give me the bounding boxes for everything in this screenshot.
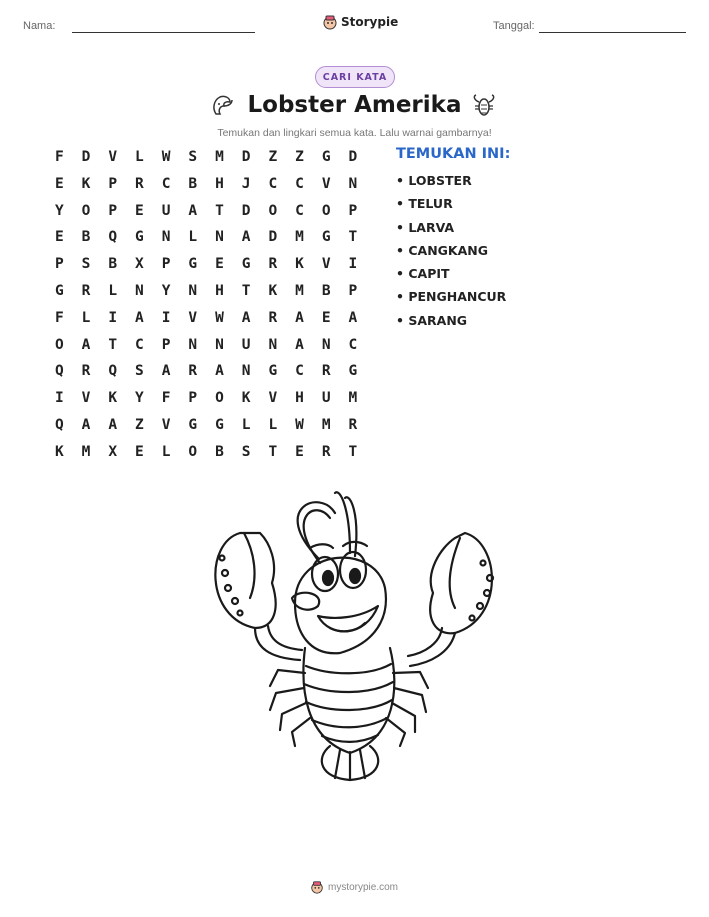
grid-letter: Z [135,416,144,433]
grid-letter: V [321,175,331,192]
grid-letter: B [108,256,118,273]
grid-letter: P [161,256,171,273]
grid-letter: L [108,282,118,299]
grid-letter: G [241,256,251,273]
page-title: Lobster Amerika [247,92,462,118]
grid-letter: R [188,363,198,380]
grid-letter: U [161,202,171,219]
grid-letter: Y [135,390,144,407]
grid-letter: G [268,363,278,380]
grid-letter: S [81,256,91,273]
grid-letter: V [268,390,278,407]
grid-letter: V [108,149,118,165]
grid-letter: T [215,202,224,219]
grid-letter: K [81,175,91,192]
grid-row [46,336,366,363]
grid-letter: H [215,282,224,299]
grid-letter: C [295,363,304,380]
footer-url: mystorypie.com [328,881,399,893]
grid-letter: O [188,443,198,460]
grid-letter: N [135,282,144,299]
grid-letter: D [81,149,91,165]
grid-letter: O [321,202,331,219]
grid-letter: C [295,202,304,219]
grid-letter: M [295,229,304,246]
grid-letter: G [188,416,198,433]
grid-letter: G [321,149,331,165]
grid-letter: P [108,175,118,192]
grid-letter: P [54,256,64,273]
grid-row [46,416,366,443]
grid-letter: M [321,416,331,433]
grid-letter: R [321,363,331,380]
grid-letter: D [268,229,278,246]
grid-letter: M [215,149,224,165]
grid-letter: C [135,336,144,353]
grid-letter: D [348,149,358,165]
grid-letter: N [241,363,251,380]
grid-row [46,309,366,336]
grid-letter: H [215,175,224,192]
grid-letter: P [161,336,171,353]
grid-letter: P [348,282,358,299]
grid-letter: G [54,282,64,299]
grid-letter: V [188,309,198,326]
grid-row [46,389,366,416]
grid-letter: E [54,175,64,192]
grid-letter: N [215,336,224,353]
grid-letter: A [161,363,171,380]
grid-letter: A [241,229,251,246]
grid-letter: Y [54,202,64,219]
grid-letter: G [215,416,224,433]
word-list-title: TEMUKAN INI: [396,146,511,162]
activity-badge: CARI KATA [315,66,395,88]
grid-letter: W [161,149,171,165]
grid-letter: T [108,336,118,353]
brand-name: Storypie [341,15,399,29]
grid-letter: O [215,390,224,407]
grid-letter: A [348,309,358,326]
grid-letter: T [268,443,278,460]
grid-letter: P [348,202,358,219]
grid-letter: A [81,336,91,353]
grid-letter: O [81,202,91,219]
grid-letter: K [268,282,278,299]
grid-letter: L [241,416,251,433]
grid-letter: Q [54,416,64,433]
grid-letter: A [295,336,304,353]
grid-letter: T [241,282,251,299]
grid-row [46,148,366,175]
grid-letter: R [268,256,278,273]
grid-letter: T [348,229,358,246]
grid-letter: V [321,256,331,273]
grid-letter: L [188,229,198,246]
grid-letter: B [188,175,198,192]
grid-letter: I [161,309,171,326]
word-item: • CANGKANG [396,242,488,258]
grid-letter: G [135,229,144,246]
word-item: • TELUR [396,196,453,212]
grid-letter: C [295,175,304,192]
grid-letter: N [188,336,198,353]
grid-letter: C [161,175,171,192]
grid-letter: T [348,443,358,460]
grid-letter: E [54,229,64,246]
grid-letter: B [81,229,91,246]
grid-letter: A [215,363,224,380]
grid-row [46,202,366,229]
word-item: • PENGHANCUR [396,289,507,305]
grid-letter: X [135,256,144,273]
grid-letter: J [241,175,251,192]
grid-letter: C [268,175,278,192]
grid-letter: I [108,309,118,326]
grid-letter: N [215,229,224,246]
grid-letter: A [108,416,118,433]
grid-row [46,362,366,389]
grid-letter: A [295,309,304,326]
grid-letter: L [135,149,144,165]
grid-row [46,228,366,255]
grid-letter: E [295,443,304,460]
grid-letter: G [348,363,358,380]
grid-letter: R [348,416,358,433]
grid-letter: G [321,229,331,246]
grid-letter: W [215,309,224,326]
grid-letter: U [321,390,331,407]
grid-letter: K [54,443,64,460]
brand-logo [322,14,398,30]
grid-letter: W [295,416,304,433]
grid-letter: A [188,202,198,219]
grid-letter: Z [268,149,278,165]
storypie-logo-icon [310,880,324,894]
word-item: • LARVA [396,219,455,235]
grid-letter: E [135,202,144,219]
word-item: • CAPIT [396,266,450,282]
grid-letter: R [321,443,331,460]
grid-letter: R [135,175,144,192]
grid-letter: G [188,256,198,273]
grid-letter: H [295,390,304,407]
grid-letter: M [81,443,91,460]
grid-letter: E [321,309,331,326]
grid-letter: R [268,309,278,326]
grid-letter: N [268,336,278,353]
lobster-icon [470,92,498,120]
date-label: Tanggal: [493,20,535,32]
footer [310,880,398,894]
grid-row [46,175,366,202]
grid-letter: S [135,363,144,380]
grid-row [46,282,366,309]
grid-letter: A [241,309,251,326]
grid-letter: E [135,443,144,460]
word-search-grid [46,148,366,470]
grid-row [46,443,366,470]
grid-letter: R [81,282,91,299]
grid-letter: P [188,390,198,407]
grid-row [46,255,366,282]
grid-letter: E [215,256,224,273]
grid-letter: Q [108,229,118,246]
grid-letter: M [348,390,358,407]
date-line [539,32,686,33]
grid-letter: P [108,202,118,219]
grid-letter: A [81,416,91,433]
grid-letter: Q [54,363,64,380]
grid-letter: D [241,202,251,219]
lobster-illustration [200,488,510,783]
grid-letter: N [161,229,171,246]
grid-letter: Y [161,282,171,299]
grid-letter: V [161,416,171,433]
grid-letter: N [348,175,358,192]
word-list [396,172,506,335]
grid-letter: Q [108,363,118,380]
grid-letter: S [188,149,198,165]
grid-letter: F [54,149,64,165]
instructions: Temukan dan lingkari semua kata. Lalu warnai gambarnya! [217,127,492,139]
grid-letter: M [295,282,304,299]
grid-letter: K [108,390,118,407]
grid-letter: C [348,336,358,353]
grid-letter: L [268,416,278,433]
grid-letter: A [135,309,144,326]
name-label: Nama: [23,20,56,32]
grid-letter: I [348,256,358,273]
grid-letter: N [188,282,198,299]
grid-letter: O [54,336,64,353]
grid-letter: F [54,309,64,326]
grid-letter: D [241,149,251,165]
grid-letter: V [81,390,91,407]
grid-letter: O [268,202,278,219]
grid-letter: Z [295,149,304,165]
grid-letter: K [295,256,304,273]
grid-letter: B [321,282,331,299]
grid-letter: R [81,363,91,380]
grid-letter: S [241,443,251,460]
grid-letter: L [81,309,91,326]
word-item: • LOBSTER [396,173,472,188]
grid-letter: I [54,390,64,407]
grid-letter: F [161,390,171,407]
grid-letter: K [241,390,251,407]
word-item: • SARANG [396,312,468,328]
grid-letter: X [108,443,118,460]
grid-letter: N [321,336,331,353]
name-line [72,32,255,33]
grid-letter: U [241,336,251,353]
storypie-logo-icon [322,14,338,30]
grid-letter: L [161,443,171,460]
grid-letter: B [215,443,224,460]
